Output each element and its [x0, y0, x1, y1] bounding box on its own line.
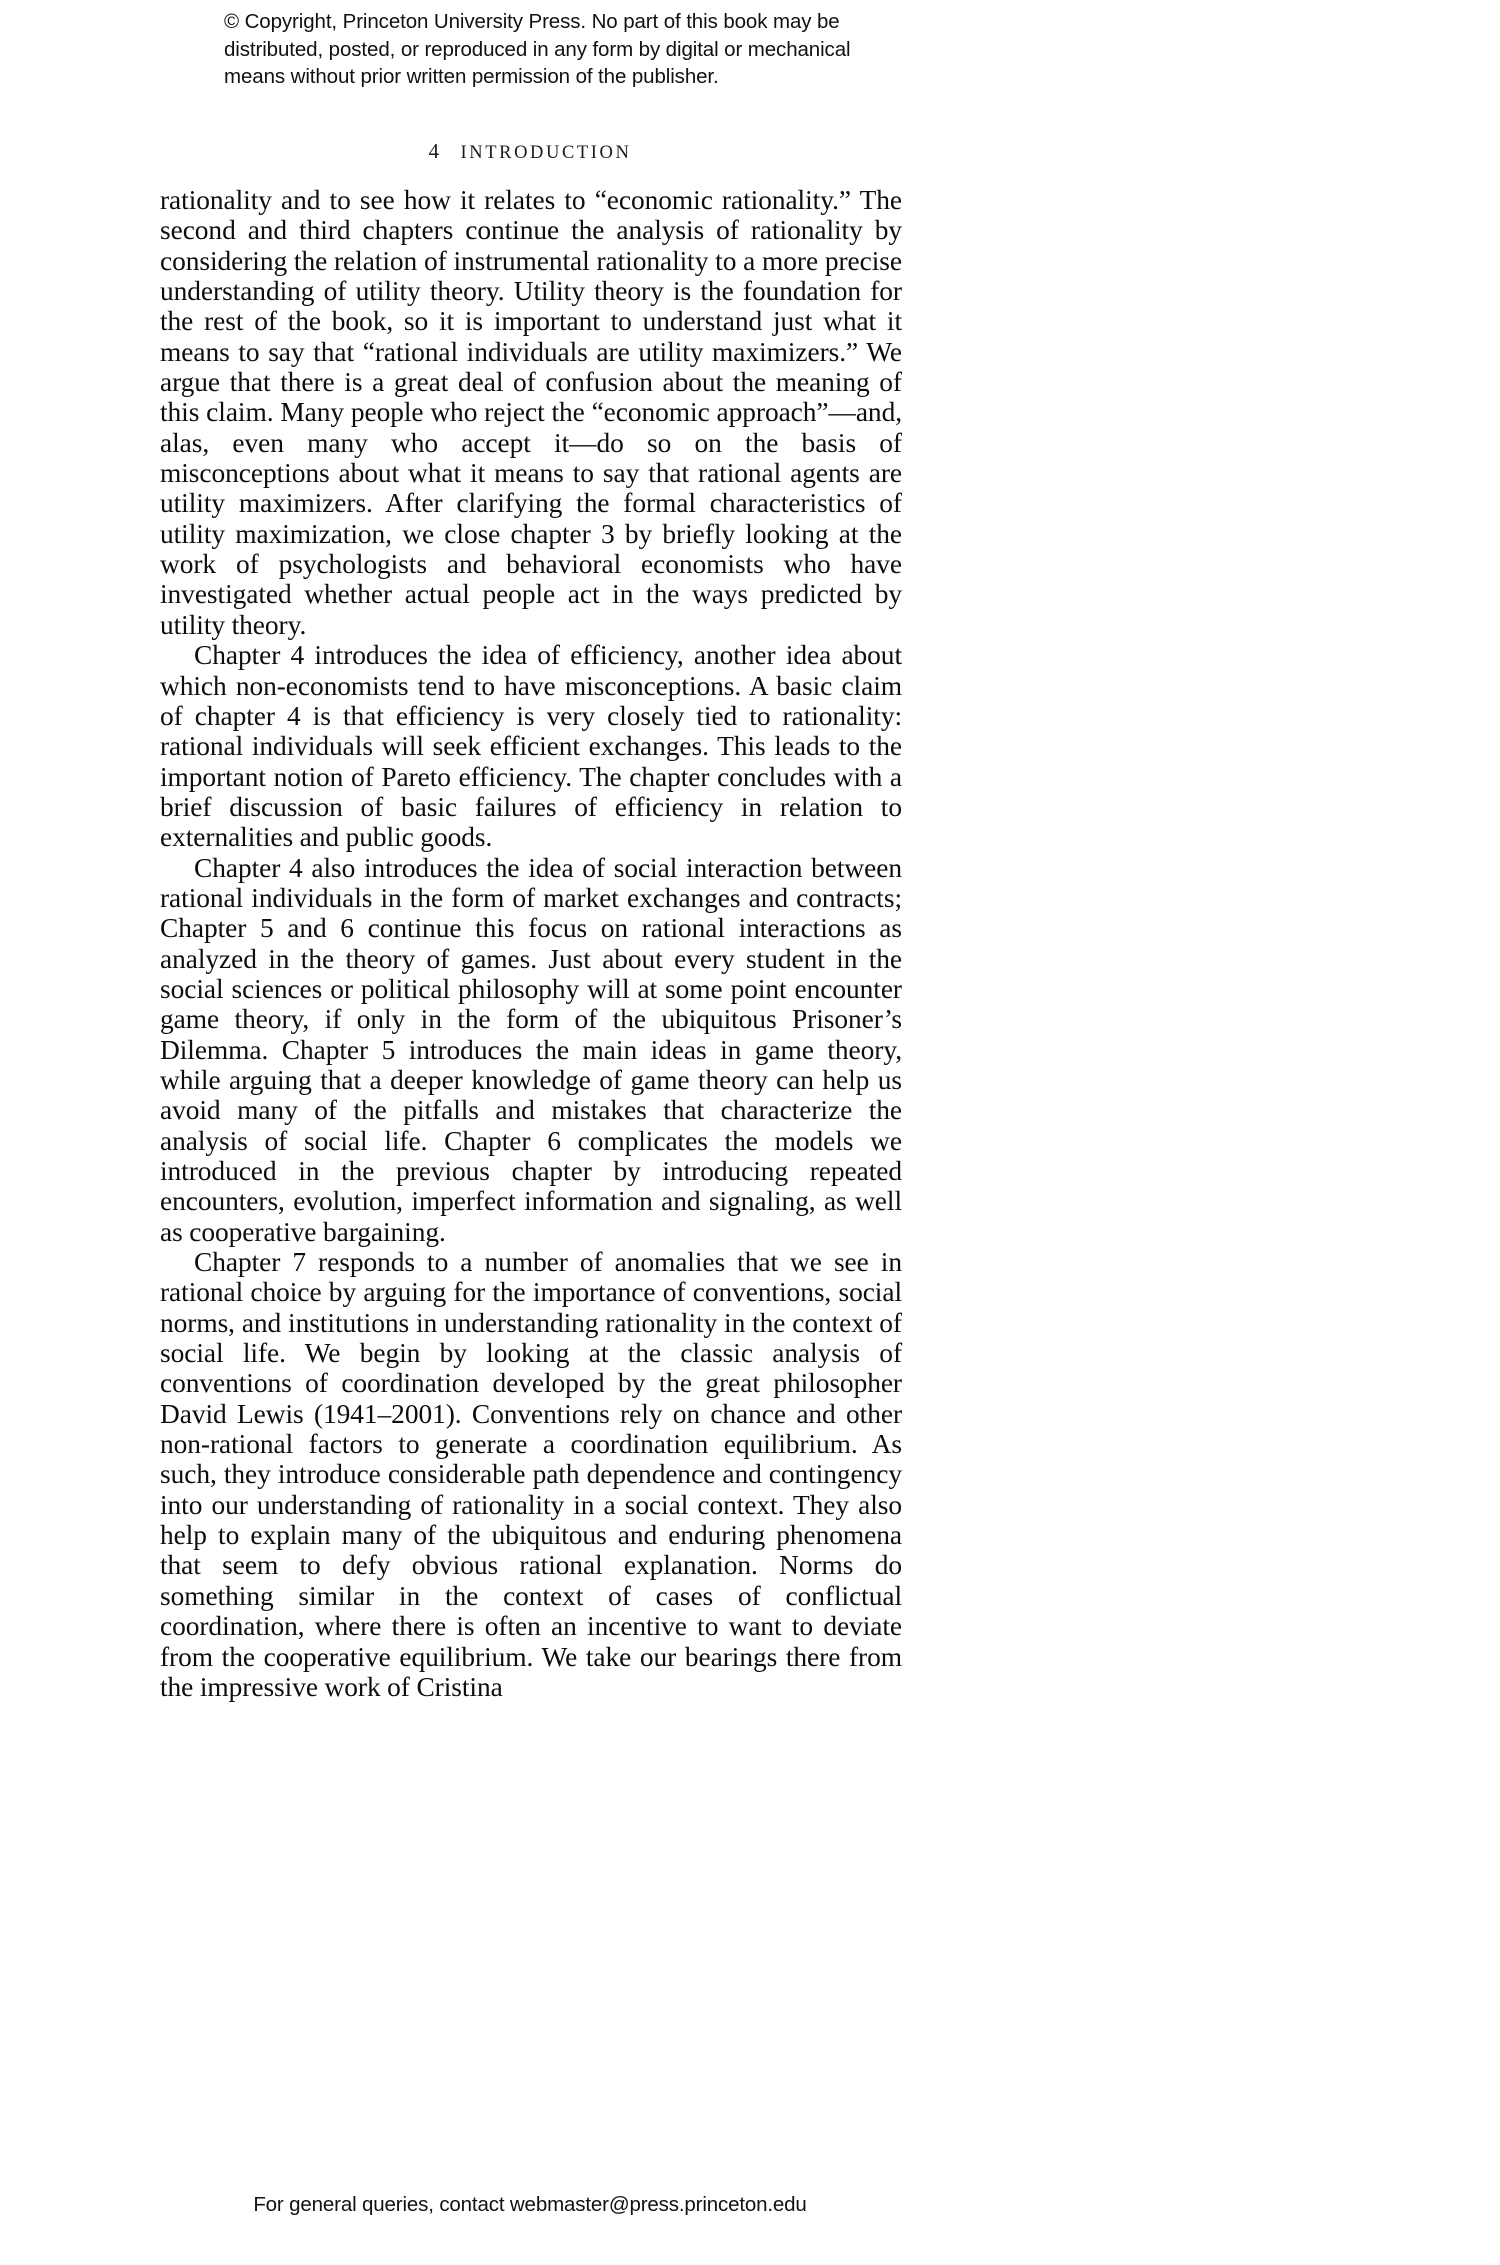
- body-text-block: [160, 185, 902, 1702]
- copyright-line-3: means without prior written permission of the publisher.: [224, 65, 719, 88]
- paragraph-2: Chapter 4 introduces the idea of efficiency, another idea about which non-economists tend to have misconceptions. A basic claim of chapter 4 is that efficiency is very closely tied to rationality: rational individuals will seek efficient exchanges. This leads to the important notion of Pareto efficiency. The chapter concludes with a brief discussion of basic failures of efficiency in relation to externalities and public goods.: [160, 640, 902, 853]
- page-folio: 4: [428, 139, 440, 163]
- paragraph-3: Chapter 4 also introduces the idea of social interaction between rational individuals in the form of market exchanges and contracts; Chapter 5 and 6 continue this focus on rational interactions as analyzed in the theory of games. Just about every student in the social sciences or political philosophy will at some point encounter game theory, if only in the form of the ubiquitous Prisoner’s Dilemma. Chapter 5 introduces the main ideas in game theory, while arguing that a deeper knowledge of game theory can help us avoid many of the pitfalls and mistakes that characterize the analysis of social life. Chapter 6 complicates the models we introduced in the previous chapter by introducing repeated encounters, evolution, imperfect information and signaling, as well as cooperative bargaining.: [160, 852, 902, 1247]
- copyright-line-2: distributed, posted, or reproduced in any form by digital or mechanical: [224, 37, 851, 61]
- paragraph-4: Chapter 7 responds to a number of anomalies that we see in rational choice by arguing for the importance of conventions, social norms, and institutions in understanding rationality in the context of social life. We begin by looking at the classic analysis of conventions of coordination developed by the great philosopher David Lewis (1941–2001). Conventions rely on chance and other non-rational factors to generate a coordination equilibrium. As such, they introduce considerable path dependence and contingency into our understanding of rationality in a social context. They also help to explain many of the ubiquitous and enduring phenomena that seem to defy obvious rational explanation. Norms do something similar in the context of cases of conflictual coordination, where there is often an incentive to want to deviate from the cooperative equilibrium. We take our bearings there from the impressive work of Cristina: [160, 1247, 902, 1702]
- running-head-title: INTRODUCTION: [460, 143, 632, 163]
- running-head: [0, 139, 1060, 164]
- footer-query-note: For general queries, contact webmaster@press.princeton.edu: [253, 2193, 807, 2216]
- paragraph-1: rationality and to see how it relates to “economic rationality.” The second and third chapters continue the analysis of rationality by considering the relation of instrumental rationality to a more precise understanding of utility theory. Utility theory is the foundation for the rest of the book, so it is important to understand just what it means to say that “rational individuals are utility maximizers.” We argue that there is a great deal of confusion about the meaning of this claim. Many people who reject the “economic approach”—and, alas, even many who accept it—do so on the basis of misconceptions about what it means to say that rational agents are utility maximizers. After clarifying the formal characteristics of utility maximization, we close chapter 3 by briefly looking at the work of psychologists and behavioral economists who have investigated whether actual people act in the ways predicted by utility theory.: [160, 185, 902, 640]
- copyright-notice: [224, 8, 851, 91]
- copyright-line-1: © Copyright, Princeton University Press. No part of this book may be: [224, 10, 840, 33]
